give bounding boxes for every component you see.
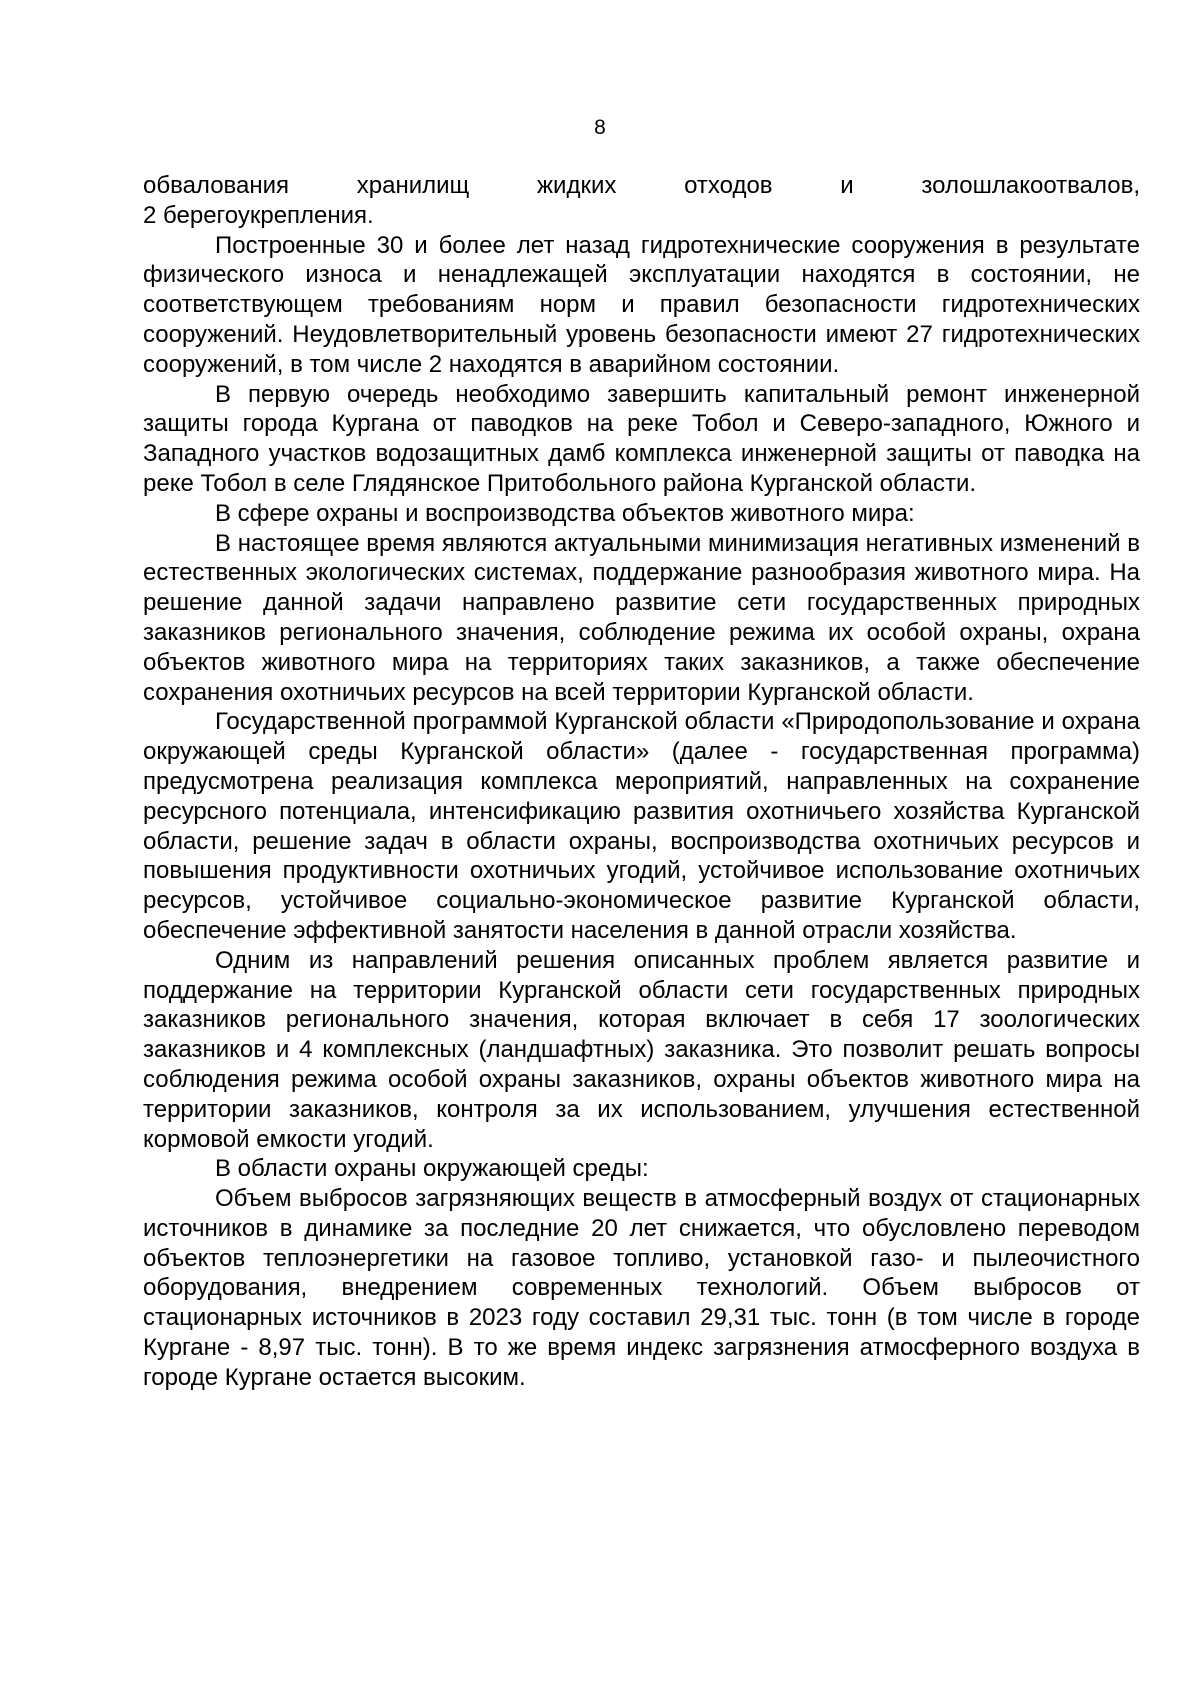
page-number: 8: [594, 116, 606, 139]
paragraph-continuation-first-line: обвалования хранилищ жидких отходов и золошлакоотвалов,: [143, 172, 1140, 199]
paragraph-continuation-last-line: 2 берегоукрепления.: [143, 201, 374, 229]
paragraph-environment-heading: В области охраны окружающей среды:: [215, 1155, 649, 1183]
paragraph-hydro-condition: Построенные 30 и более лет назад гидротехнические сооружения в результате физического износа и ненадлежащей эксплуатации находятся в состоянии, не соответствующем требованиям норм и правил безопасности гидротехнических сооружений. Неудовлетворительный уровень безопасности имеют 27 гидротехнических сооружений, в том числе 2 находятся в аварийном состоянии.: [143, 231, 1140, 378]
document-body: [143, 171, 1140, 1393]
paragraph-wildlife-heading: В сфере охраны и воспроизводства объектов животного мира:: [215, 499, 915, 527]
paragraph-state-program: Государственной программой Курганской области «Природопользование и охрана окружающей среды Курганской области» (далее - государственная программа) предусмотрена реализация комплекса мероприятий, направленных на сохранение ресурсного потенциала, интенсификацию развития охотничьего хозяйства Курганской области, решение задач в области охраны, воспроизводства охотничьих ресурсов и повышения продуктивности охотничьих угодий, устойчивое использование охотничьих ресурсов, устойчивое социально-экономическое развитие Курганской области, обеспечение эффективной занятости населения в данной отрасли хозяйства.: [143, 708, 1140, 944]
paragraph-emissions: Объем выбросов загрязняющих веществ в атмосферный воздух от стационарных источников в динамике за последние 20 лет снижается, что обусловлено переводом объектов теплоэнергетики на газовое топливо, установкой газо- и пылеочистного оборудования, внедрением современных технологий. Объем выбросов от стационарных источников в 2023 году составил 29,31 тыс. тонн (в том числе в городе Кургане - 8,97 тыс. тонн). В то же время индекс загрязнения атмосферного воздуха в городе Кургане остается высоким.: [143, 1185, 1140, 1391]
paragraph-priority-repair: В первую очередь необходимо завершить капитальный ремонт инженерной защиты города Кургана от паводков на реке Тобол и Северо-западного, Южного и Западного участков водозащитных дамб комплекса инженерной защиты от паводка на реке Тобол в селе Глядянское Притобольного района Курганской области.: [143, 380, 1140, 497]
paragraph-continuation: [143, 171, 1140, 231]
paragraph-reserves-network: Одним из направлений решения описанных проблем является развитие и поддержание на территории Курганской области сети государственных природных заказников регионального значения, которая включает в себя 17 зоологических заказников и 4 комплексных (ландшафтных) заказника. Это позволит решать вопросы соблюдения режима особой охраны заказников, охраны объектов животного мира на территории заказников, контроля за их использованием, улучшения естественной кормовой емкости угодий.: [143, 946, 1140, 1153]
paragraph-wildlife-current: В настоящее время являются актуальными минимизация негативных изменений в естественных экологических системах, поддержание разнообразия животного мира. На решение данной задачи направлено развитие сети государственных природных заказников регионального значения, соблюдение режима их особой охраны, охрана объектов животного мира на территориях таких заказников, а также обеспечение сохранения охотничьих ресурсов на всей территории Курганской области.: [143, 529, 1140, 706]
